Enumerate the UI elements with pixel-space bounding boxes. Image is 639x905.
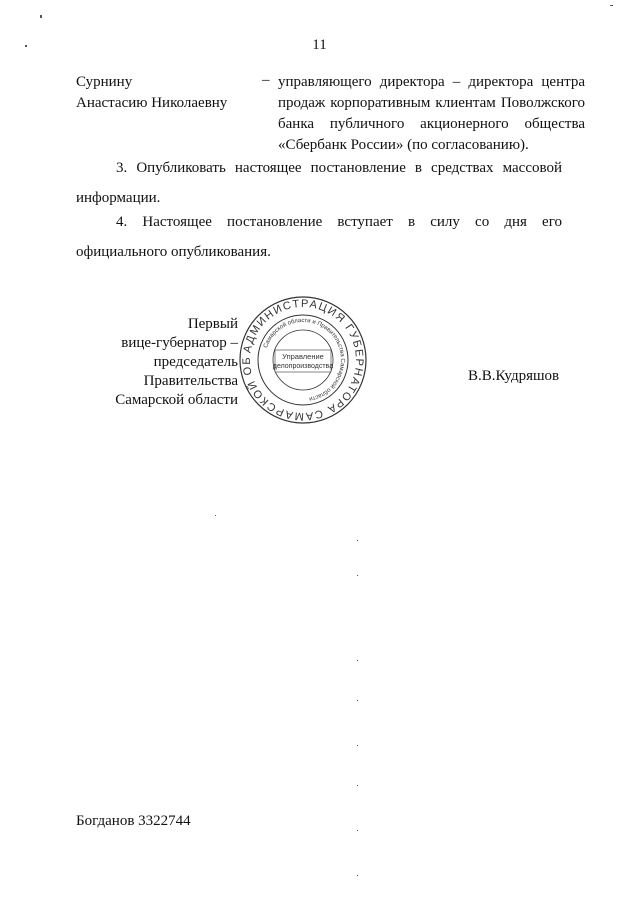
item-4-line2: официального опубликования. bbox=[76, 244, 271, 260]
item-3-line1: 3. Опубликовать настоящее постановление в средствах массовой bbox=[116, 160, 562, 176]
signatory-name: В.В.Кудряшов bbox=[468, 368, 560, 384]
member-desc-line: «Сбербанк России» (по согласованию). bbox=[278, 137, 529, 153]
member-description bbox=[278, 72, 585, 156]
stamp-seal-icon bbox=[238, 295, 368, 425]
stamp-outer-text: АДМИНИСТРАЦИЯ ГУБЕРНАТОРА САМАРСКОЙ ОБ bbox=[240, 297, 366, 423]
stamp-inner-text: Самарской области и Правительства Самарской области bbox=[263, 317, 346, 402]
stamp-center-line1: Управление bbox=[282, 352, 324, 361]
signatory-title-line: Самарской области bbox=[115, 392, 238, 408]
signatory-title-line: председатель Правительства bbox=[143, 354, 238, 389]
item-4-paragraph bbox=[76, 207, 562, 267]
member-desc-line: банка публичного акционерного общества bbox=[278, 116, 585, 132]
page-number: 11 bbox=[312, 37, 327, 53]
member-desc-line: управляющего директора – директора центра bbox=[278, 74, 585, 90]
signatory-title-line: Первый bbox=[187, 316, 238, 332]
executor-footer: Богданов 3322744 bbox=[76, 813, 191, 829]
member-dash: – bbox=[262, 72, 270, 88]
item-4-line1: 4. Настоящее постановление вступает в силу со дня его bbox=[116, 214, 562, 230]
signatory-title-line: вице-губернатор – bbox=[121, 335, 238, 351]
item-3-paragraph bbox=[76, 153, 562, 213]
item-3-line2: информации. bbox=[76, 190, 161, 206]
stamp-center-line2: делопроизводства bbox=[272, 363, 334, 370]
member-name-line1: Сурнину bbox=[76, 74, 133, 90]
official-stamp bbox=[238, 295, 368, 425]
member-name-line2: Анастасию Николаевну bbox=[76, 95, 228, 111]
signatory-title bbox=[60, 315, 238, 410]
member-desc-line: продаж корпоративным клиентам Поволжского bbox=[278, 95, 585, 111]
member-name bbox=[76, 72, 227, 114]
